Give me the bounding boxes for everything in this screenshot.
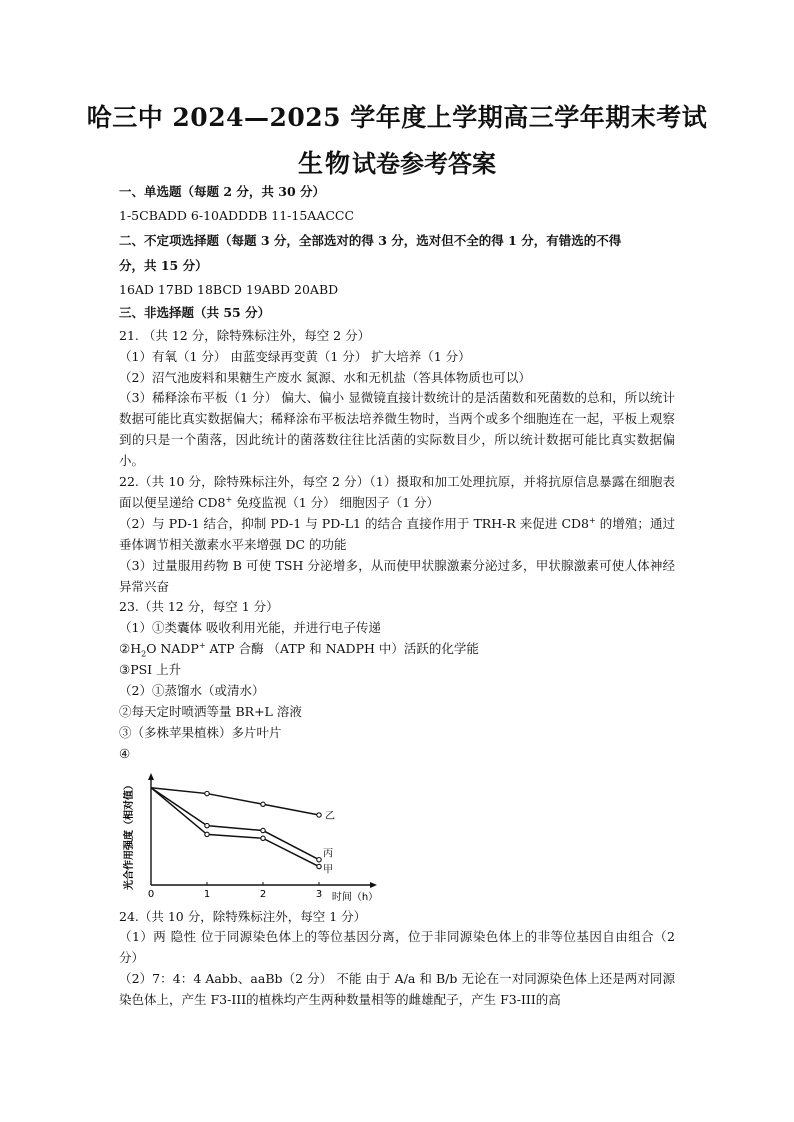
- section2-heading-line1: 二、不定项选择题（每题 3 分，全部选对的得 3 分，选对但不全的得 1 分，有错选的不得: [119, 233, 622, 248]
- q21-part3: （3）稀释涂布平板（1 分） 偏大、偏小 显微镜直接计数统计的是活菌数和死菌数的总和，所以统计数据可能比真实数据偏大；稀释涂布平板法培养微生物时，当两个或多个细胞连在一起，平板上观察到的只是一个菌落，因此统计的菌落数往往比活菌的实际数目少，所以统计数据可能比真实数据偏小。: [119, 390, 675, 468]
- q21-heading: 21. （共 12 分，除特殊标注外，每空 2 分）: [119, 328, 371, 343]
- data-point: [205, 832, 209, 836]
- q23-heading: 23.（共 12 分，每空 1 分）: [119, 599, 279, 614]
- data-point: [205, 823, 209, 827]
- section3-heading: 三、非选择题（共 55 分）: [119, 305, 271, 320]
- q24-part2: （2）7：4：4 Aabb、aaBb（2 分） 不能 由于 A/a 和 B/b 无论在一对同源染色体上还是两对同源染色体上，产生 F3-III的植株均产生两种数量相等的雌雄配子，产生 F3-III的高: [119, 971, 675, 1007]
- q24-heading: 24.（共 10 分，除特殊标注外，每空 1 分）: [119, 909, 367, 924]
- q23-line7: ④: [119, 746, 131, 761]
- photosynthesis-line-chart: [115, 770, 405, 905]
- section1-heading: 一、单选题（每题 2 分，共 30 分）: [119, 184, 326, 199]
- q24-part1: （1）两 隐性 位于同源染色体上的等位基因分离，位于非同源染色体上的非等位基因自由组合（2 分）: [119, 929, 675, 965]
- section1-answers: 1-5CBADD 6-10ADDDB 11-15AACCC: [119, 208, 355, 223]
- y-axis-label: 光合作用强度（相对值）: [124, 780, 135, 890]
- q22-part2: [119, 513, 675, 555]
- data-point: [317, 813, 321, 817]
- page-subtitle: [0, 144, 794, 180]
- q23-line2-c: ATP 合酶 （ATP 和 NADPH 中）活跃的化学能: [205, 641, 479, 656]
- q23-sup-plus: +: [198, 640, 206, 650]
- page-title: 哈三中 2024—2025 学年度上学期高三学年期末考试: [86, 103, 708, 132]
- x-axis-arrow: [370, 882, 377, 888]
- q23-sub-2: 2: [141, 649, 147, 659]
- subject-name: 生物: [297, 149, 352, 178]
- q23-line4: （2）①蒸馏水（或清水）: [119, 683, 265, 698]
- q22-part2-text: （2）与 PD-1 结合，抑制 PD-1 与 PD-L1 的结合 直接作用于 TRH-R 来促进 CD8: [119, 516, 589, 531]
- section2-answers: 16AD 17BD 18BCD 19ABD 20ABD: [119, 282, 339, 297]
- series-label: 甲: [323, 864, 333, 876]
- x-tick-label: 2: [259, 889, 267, 900]
- q21-part1: （1）有氧（1 分） 由蓝变绿再变黄（1 分） 扩大培养（1 分）: [119, 349, 471, 364]
- q22-sup-plus-2: +: [589, 515, 596, 525]
- x-tick-label: 0: [147, 889, 155, 900]
- section2-heading-line2: 分，共 15 分）: [119, 258, 208, 273]
- data-point: [317, 864, 321, 868]
- data-point: [261, 828, 265, 832]
- series-label: 乙: [325, 810, 335, 822]
- q23-line5: ②每天定时喷洒等量 BR+L 溶液: [119, 704, 302, 719]
- q21-part2: （2）沼气池废料和果糖生产废水 氮源、水和无机盐（答具体物质也可以）: [119, 370, 531, 385]
- x-tick-label: 1: [203, 889, 211, 900]
- q22-part3: （3）过量服用药物 B 可使 TSH 分泌增多，从而使甲状腺激素分泌过多，甲状腺激素可使人体神经异常兴奋: [119, 558, 675, 594]
- q22-part1: [119, 471, 675, 513]
- data-point: [205, 791, 209, 795]
- q23-line2-a: ②H: [119, 641, 142, 656]
- series-label: 丙: [323, 848, 333, 860]
- data-point: [261, 802, 265, 806]
- data-point: [261, 836, 265, 840]
- q22-part2-tail: 的增殖；通过垂体调节相关激素水平来增强 DC 的功能: [119, 516, 675, 552]
- data-point: [317, 858, 321, 862]
- q23-line2-b: O NADP: [146, 641, 199, 656]
- x-axis-label: 时间（h）: [331, 892, 379, 903]
- series-line: [151, 788, 319, 815]
- y-axis-arrow: [148, 773, 154, 780]
- q22-part1-text: 22.（共 10 分，除特殊标注外，每空 2 分）（1）摄取和加工处理抗原，并将抗原信息暴露在细胞表面以便呈递给 CD8: [119, 474, 675, 510]
- q23-line1: （1）①类囊体 吸收利用光能，并进行电子传递: [119, 620, 381, 635]
- x-tick-label: 3: [315, 889, 323, 900]
- chart-series: [151, 788, 335, 876]
- subtitle-rest: 试卷参考答案: [352, 149, 496, 178]
- q23-line2: [119, 641, 679, 663]
- q23-line6: ③（多株苹果植株）多片叶片: [119, 725, 282, 740]
- q22-part1-tail: 免疫监视（1 分） 细胞因子（1 分）: [232, 495, 440, 510]
- q23-line3: ③PSI 上升: [119, 662, 182, 677]
- q22-sup-plus-1: +: [225, 494, 233, 504]
